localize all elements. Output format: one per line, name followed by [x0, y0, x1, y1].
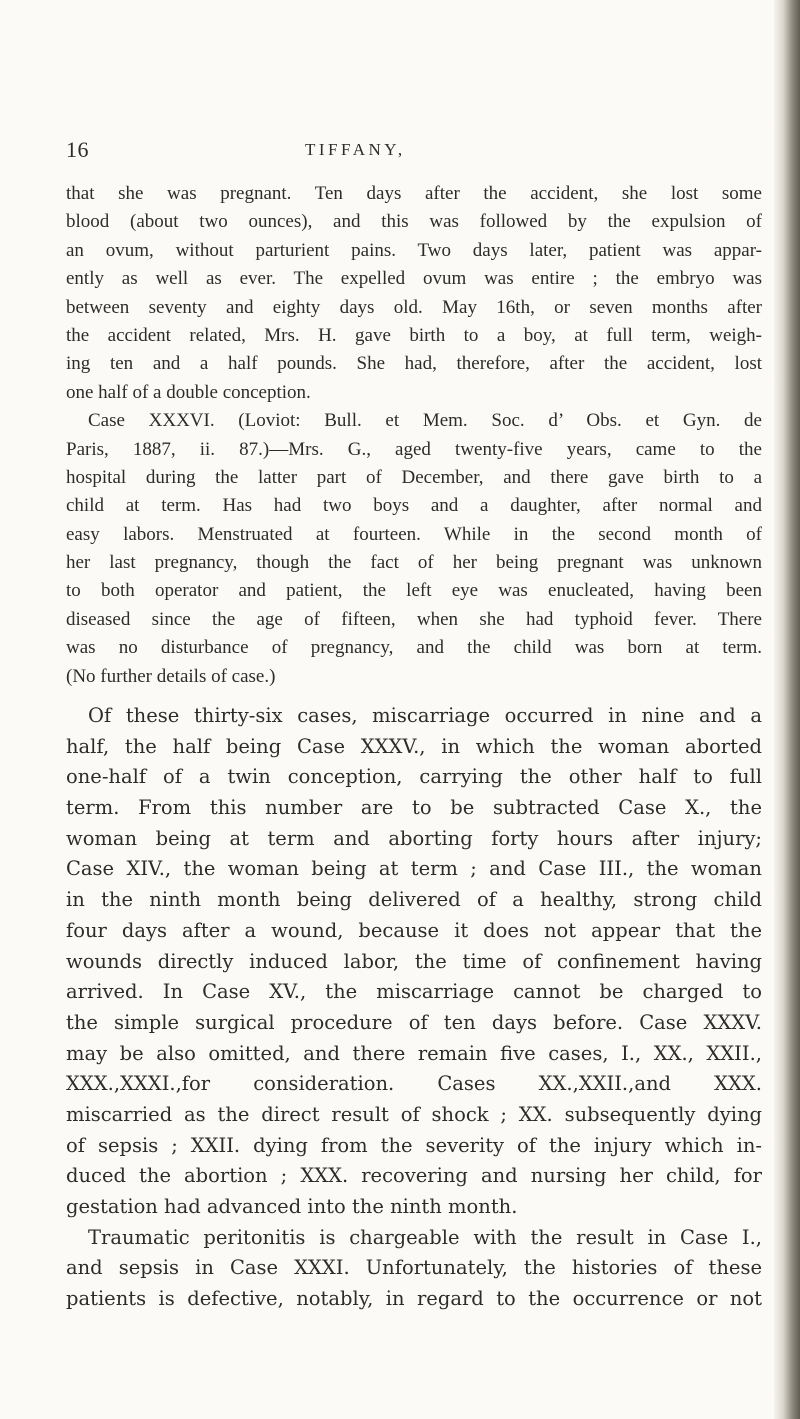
- text-line: between seventy and eighty days old. May 16th, or seven months after: [66, 296, 762, 318]
- text-line: term. From this number are to be subtracted Case X., the: [66, 796, 762, 820]
- page-number: 16: [66, 137, 89, 162]
- text-line: one half of a double conception.: [66, 381, 311, 403]
- text-line: one-half of a twin conception, carrying the other half to full: [66, 765, 762, 789]
- text-line: Case XIV., the woman being at term ; and Case III., the woman: [66, 857, 762, 881]
- text-line: that she was pregnant. Ten days after the accident, she lost some: [66, 183, 762, 204]
- text-line: half, the half being Case XXXV., in which the woman aborted: [66, 734, 762, 758]
- body-text: [66, 180, 762, 1315]
- text-line: her last pregnancy, though the fact of her being pregnant was unknown: [66, 552, 762, 574]
- text-line: easy labors. Menstruated at fourteen. While in the second month of: [66, 523, 762, 545]
- text-line: XXX.,XXXI.,for consideration. Cases XX.,XXII.,and XXX.: [66, 1072, 762, 1096]
- text-line: was no disturbance of pregnancy, and the child was born at term.: [66, 637, 762, 659]
- text-line: diseased since the age of fifteen, when she had typhoid fever. There: [66, 608, 762, 630]
- page-spine-shadow: [774, 0, 800, 1419]
- text-line: and sepsis in Case XXXI. Unfortunately, the histories of these: [66, 1256, 762, 1280]
- paragraph-peritonitis: [66, 1223, 762, 1315]
- paragraph-summary: [66, 701, 762, 1223]
- running-head: TIFFANY,: [305, 140, 406, 159]
- text-line: the accident related, Mrs. H. gave birth to a boy, at full term, weigh-: [66, 324, 762, 346]
- text-line: woman being at term and aborting forty hours after injury;: [66, 826, 762, 850]
- text-line: duced the abortion ; XXX. recovering and nursing her child, for: [66, 1164, 762, 1188]
- text-line: ing ten and a half pounds. She had, therefore, after the accident, lost: [66, 353, 762, 375]
- text-line: to both operator and patient, the left eye was enucleated, having been: [66, 580, 762, 602]
- text-line: may be also omitted, and there remain five cases, I., XX., XXII.,: [66, 1041, 762, 1065]
- text-line: in the ninth month being delivered of a healthy, strong child: [66, 888, 762, 912]
- text-line: arrived. In Case XV., the miscarriage cannot be charged to: [66, 980, 762, 1004]
- text-line: Of these thirty-six cases, miscarriage occurred in nine and a: [88, 704, 762, 728]
- paragraph-case-xxxvi: [66, 407, 762, 691]
- text-line: patients is defective, notably, in regard to the occurrence or not: [66, 1287, 762, 1311]
- text-line: gestation had advanced into the ninth month.: [66, 1195, 518, 1219]
- text-line: child at term. Has had two boys and a daughter, after normal and: [66, 495, 762, 517]
- text-line: ently as well as ever. The expelled ovum was entire ; the embryo was: [66, 268, 762, 290]
- text-line: (No further details of case.): [66, 665, 276, 687]
- text-line: hospital during the latter part of December, and there gave birth to a: [66, 466, 762, 488]
- paragraph-ovum: [66, 180, 762, 407]
- text-line: four days after a wound, because it does not appear that the: [66, 918, 762, 942]
- text-line: Traumatic peritonitis is chargeable with the result in Case I.,: [88, 1225, 762, 1249]
- text-line: of sepsis ; XXII. dying from the severity of the injury which in-: [66, 1133, 762, 1157]
- text-line: an ovum, without parturient pains. Two days later, patient was appar-: [66, 239, 762, 261]
- text-line: wounds directly induced labor, the time of confinement having: [66, 949, 762, 973]
- text-line: Paris, 1887, ii. 87.)—Mrs. G., aged twenty-five years, came to the: [66, 438, 762, 460]
- text-line: miscarried as the direct result of shock ; XX. subsequently dying: [66, 1102, 762, 1126]
- text-line: the simple surgical procedure of ten days before. Case XXXV.: [66, 1010, 762, 1034]
- text-line: Case XXXVI. (Loviot: Bull. et Mem. Soc. d’ Obs. et Gyn. de: [88, 410, 762, 432]
- text-line: blood (about two ounces), and this was followed by the expulsion of: [66, 211, 762, 233]
